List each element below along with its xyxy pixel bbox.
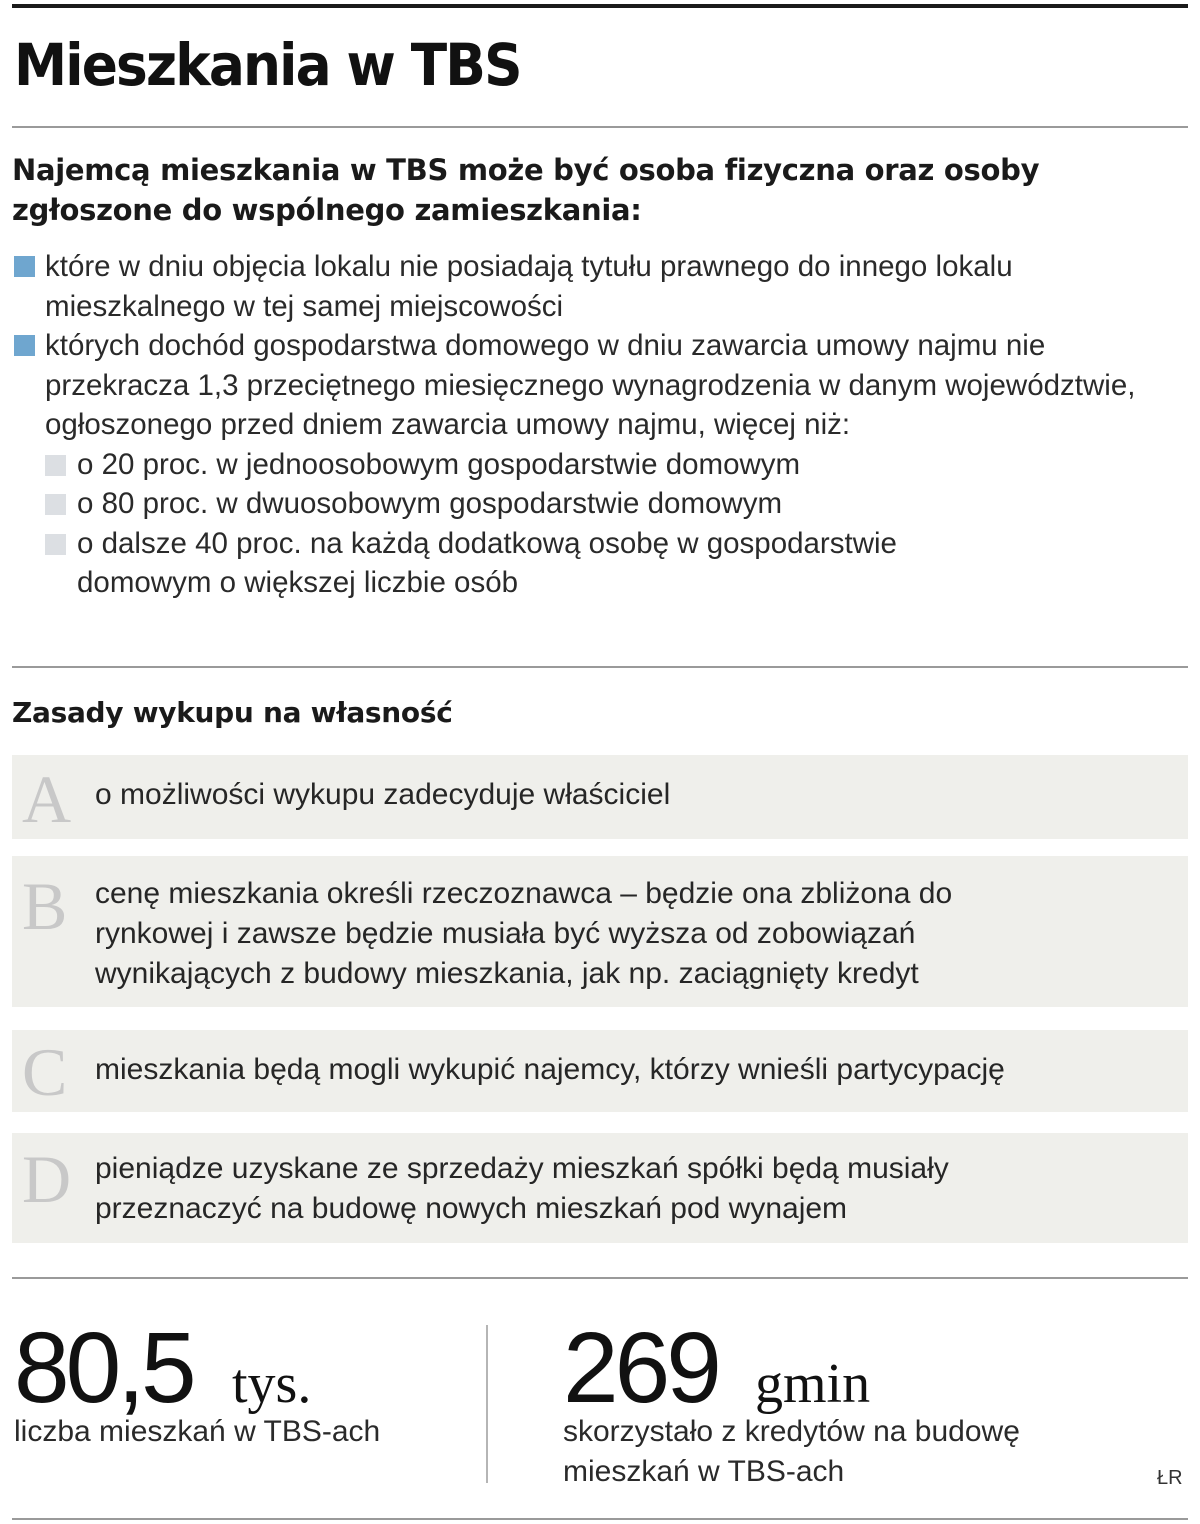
- rule-text: o możliwości wykupu zadecyduje właściciel: [95, 778, 671, 811]
- stat-description: liczba mieszkań w TBS-ach: [14, 1415, 381, 1448]
- sub-condition-item: [12, 524, 1188, 603]
- stat-unit: tys.: [232, 1353, 312, 1415]
- condition-item: [12, 326, 1188, 445]
- rule-box-a: [12, 755, 1188, 839]
- sub-condition-text: o dalsze 40 proc. na każdą dodatkową osobę w gospodarstwie domowym o większej liczbie osób: [77, 526, 897, 599]
- square-bullet-icon: [14, 256, 35, 277]
- stat-value: 80,5: [14, 1312, 193, 1424]
- sub-condition-item: [12, 445, 1188, 485]
- section-divider: [12, 666, 1188, 668]
- condition-text: których dochód gospodarstwa domowego w dniu zawarcia umowy najmu nie przekracza 1,3 przeciętnego miesięcznego wynagrodzenia w danym województwie, ogłoszonego przed dniem zawarcia umowy najmu, więcej niż:: [45, 329, 1136, 441]
- author-credit: ŁR: [1157, 1467, 1183, 1489]
- condition-item: [12, 247, 1188, 326]
- stat-unit: gmin: [755, 1353, 871, 1415]
- bottom-rule: [12, 1518, 1188, 1520]
- rules-heading: Zasady wykupu na własność: [12, 696, 453, 729]
- stat-description: skorzystało z kredytów na budowę mieszkań w TBS-ach: [563, 1415, 1020, 1488]
- sub-condition-text: o 20 proc. w jednoosobowym gospodarstwie domowym: [77, 447, 801, 481]
- condition-text: które w dniu objęcia lokalu nie posiadają tytułu prawnego do innego lokalu mieszkalnego w tej samej miejscowości: [45, 250, 1013, 323]
- sub-condition-item: [12, 484, 1188, 524]
- rule-text: pieniądze uzyskane ze sprzedaży mieszkań spółki będą musiały przeznaczyć na budowę nowych mieszkań pod wynajem: [95, 1152, 949, 1225]
- top-rule: [12, 4, 1188, 8]
- conditions-list: [12, 247, 1188, 603]
- rule-text: cenę mieszkania określi rzeczoznawca – będzie ona zbliżona do rynkowej i zawsze będzie musiała być wyższa od zobowiązań wynikających z budowy mieszkania, jak np. zaciągnięty kredyt: [95, 877, 953, 990]
- intro-text: Najemcą mieszkania w TBS może być osoba fizyczna oraz osoby zgłoszone do wspólnego zamieszkania:: [12, 153, 1040, 227]
- square-bullet-icon: [45, 455, 66, 476]
- rule-letter: A: [22, 761, 72, 837]
- title-divider: [12, 126, 1188, 128]
- square-bullet-icon: [45, 494, 66, 515]
- stat-value: 269: [563, 1312, 718, 1424]
- rule-letter: B: [22, 868, 68, 944]
- rule-box-c: [12, 1030, 1188, 1112]
- rule-text: mieszkania będą mogli wykupić najemcy, którzy wnieśli partycypację: [95, 1053, 1005, 1086]
- rule-letter: D: [22, 1141, 72, 1217]
- sub-condition-text: o 80 proc. w dwuosobowym gospodarstwie domowym: [77, 487, 783, 520]
- rule-letter: C: [22, 1034, 68, 1110]
- rule-box-d: [12, 1133, 1188, 1243]
- stats-divider: [12, 1277, 1188, 1279]
- page-title: Mieszkania w TBS: [14, 31, 521, 99]
- square-bullet-icon: [14, 335, 35, 356]
- rule-box-b: [12, 856, 1188, 1007]
- square-bullet-icon: [45, 534, 66, 555]
- stats-separator: [486, 1325, 488, 1483]
